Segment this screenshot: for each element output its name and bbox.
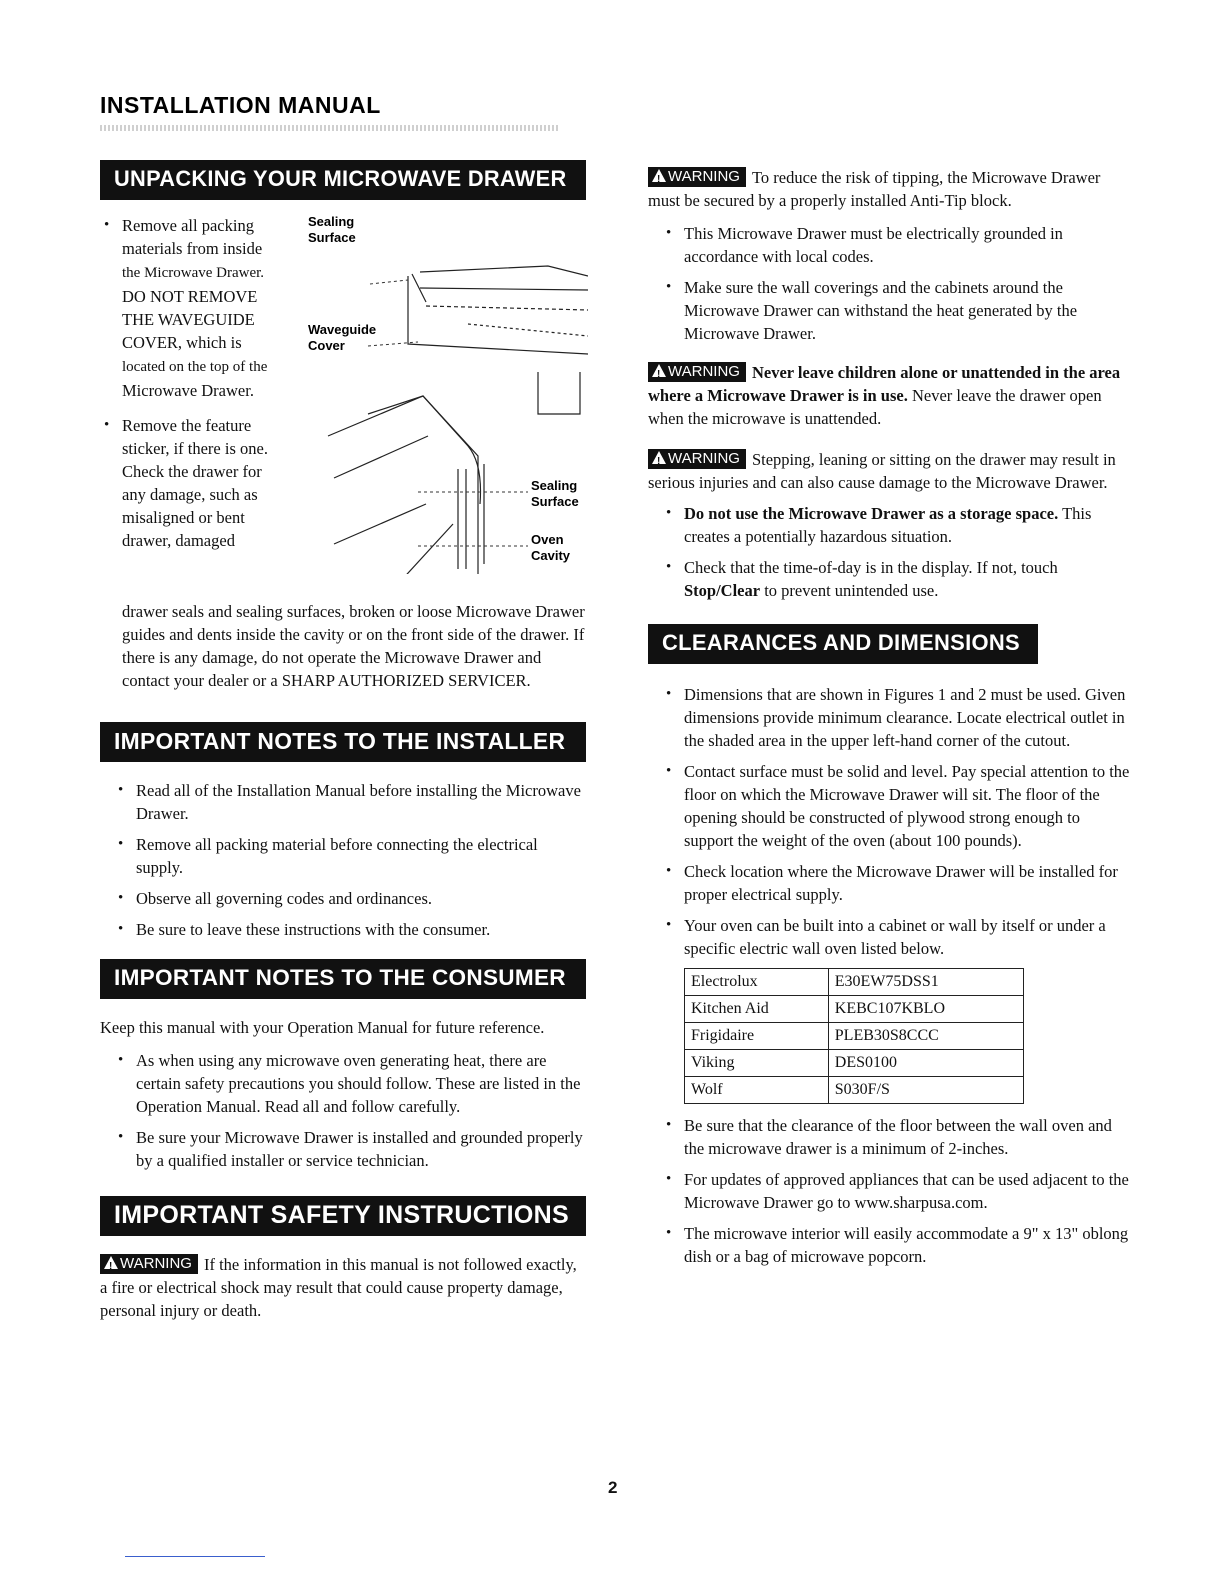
list-item: • Remove all packing material before connecting the electrical supply.: [100, 833, 586, 879]
table-row: [685, 1077, 1024, 1104]
list-item: • Be sure that the clearance of the floor between the wall oven and the microwave drawer is a minimum of 2-inches.: [648, 1114, 1132, 1160]
clearances-list: [648, 683, 1132, 960]
unpacking-heading: UNPACKING YOUR MICROWAVE DRAWER: [100, 160, 586, 200]
list-item: • Check location where the Microwave Drawer will be installed for proper electrical supply.: [648, 860, 1132, 906]
left-column: [100, 160, 586, 1322]
consumer-intro: Keep this manual with your Operation Manual for future reference.: [100, 1018, 545, 1037]
warning-badge-label: WARNING: [668, 450, 740, 467]
right-column: [648, 166, 1132, 1276]
warning-children-bold: Never leave children alone or unattended in the area where a Microwave Drawer is in use.: [648, 363, 1121, 405]
storage-warning-text: This creates a potentially hazardous situation.: [684, 504, 1092, 546]
warning-stepping: [648, 448, 1132, 494]
warning-badge-label: WARNING: [668, 168, 740, 185]
page-header: [100, 92, 620, 131]
model-cell: KEBC107KBLO: [828, 996, 1023, 1023]
model-cell: DES0100: [828, 1050, 1023, 1077]
unpacking-list: [100, 214, 300, 552]
model-cell: S030F/S: [828, 1077, 1023, 1104]
list-item: • This Microwave Drawer must be electrically grounded in accordance with local codes.: [648, 222, 1132, 268]
unpack-line: COVER, which is: [122, 333, 242, 352]
list-item: • Be sure your Microwave Drawer is installed and grounded properly by a qualified installer or service technician.: [100, 1126, 586, 1172]
unpack-line: sticker, if there is one.: [122, 439, 268, 458]
unpack-line: any damage, such as: [122, 485, 258, 504]
warning-children-text: Never leave the drawer open when the microwave is unattended.: [648, 386, 1102, 428]
consumer-heading: IMPORTANT NOTES TO THE CONSUMER: [100, 959, 586, 999]
list-item: [100, 414, 300, 552]
table-row: [685, 1050, 1024, 1077]
list-item: [648, 502, 1132, 548]
table-row: [685, 969, 1024, 996]
manual-title: INSTALLATION MANUAL: [100, 92, 381, 118]
list-item: • The microwave interior will easily accommodate a 9" x 13" oblong dish or a bag of microwave popcorn.: [648, 1222, 1132, 1268]
leader-line: [370, 280, 408, 284]
warning3-list: [648, 502, 1132, 602]
list-item: • Dimensions that are shown in Figures 1 and 2 must be used. Given dimensions provide minimum clearance. Locate electrical outlet in the shaded area in the upper left-hand corner of the cutout.: [648, 683, 1132, 752]
warning-badge: [648, 362, 746, 382]
diagram-label: Cover: [308, 338, 345, 353]
list-item: • Contact surface must be solid and level. Pay special attention to the floor on which the Microwave Drawer will sit. The floor of the opening should be constructed of plywood strong enough to support the weight of the oven (about 100 pounds).: [648, 760, 1132, 852]
list-item: [648, 556, 1132, 602]
unpack-line: DO NOT REMOVE: [122, 287, 258, 306]
installer-list: [100, 779, 586, 941]
unpack-line: materials from inside: [122, 239, 263, 258]
waveguide-line: [426, 306, 588, 310]
warning-badge: [648, 449, 746, 469]
list-item: • Be sure to leave these instructions with the consumer.: [100, 918, 586, 941]
clearances-heading: CLEARANCES AND DIMENSIONS: [648, 624, 1038, 664]
consumer-list: [100, 1049, 586, 1172]
warning-triangle-icon: [652, 364, 666, 377]
diagram-label: Oven: [531, 532, 564, 547]
warning-badge-label: WARNING: [668, 363, 740, 380]
footer-line: [125, 1556, 265, 1557]
page-number: 2: [608, 1478, 618, 1497]
diagram-label: Sealing: [308, 214, 355, 229]
diagram-label: Waveguide: [308, 322, 377, 337]
warning-triangle-icon: [652, 451, 666, 464]
drawer-bottom-line: [398, 524, 453, 574]
diagram-label: Cavity: [531, 548, 571, 563]
unpacking-section: [100, 214, 586, 600]
list-item: • Your oven can be built into a cabinet or wall by itself or under a specific electric wall oven listed below.: [648, 914, 1132, 960]
drawer-front-foot: [538, 372, 580, 414]
warning-triangle-icon: [104, 1256, 118, 1269]
storage-warning-bold: Do not use the Microwave Drawer as a storage space.: [684, 504, 1059, 523]
list-item: • Make sure the wall coverings and the cabinets around the Microwave Drawer can withstand the heat generated by the Microwave Drawer.: [648, 276, 1132, 345]
brand-cell: Wolf: [685, 1077, 829, 1104]
list-item: [100, 214, 300, 402]
list-item: • Observe all governing codes and ordinances.: [100, 887, 586, 910]
list-item: • Read all of the Installation Manual before installing the Microwave Drawer.: [100, 779, 586, 825]
diagram-label: Surface: [308, 230, 356, 245]
unpack-line: misaligned or bent: [122, 508, 245, 527]
model-cell: E30EW75DSS1: [828, 969, 1023, 996]
unpack-line: the Microwave Drawer.: [122, 265, 265, 281]
warning-badge: [100, 1254, 198, 1274]
brand-cell: Frigidaire: [685, 1023, 829, 1050]
unpack-line: Microwave Drawer.: [122, 381, 254, 400]
drawer-top-edge: [420, 266, 588, 276]
unpack-line: Remove the feature: [122, 416, 252, 435]
cavity-top-line: [468, 324, 588, 336]
list-item: • As when using any microwave oven generating heat, there are certain safety precautions you should follow. These are listed in the Operation Manual. Read all and follow carefully.: [100, 1049, 586, 1118]
microwave-drawer-diagram: [308, 214, 588, 574]
drawer-top-line: [420, 288, 588, 290]
compatible-ovens-table: [684, 968, 1024, 1104]
safety-warning-text: If the information in this manual is not followed exactly, a fire or electrical shock may result that could cause property damage, personal injury or death.: [100, 1255, 577, 1320]
safety-heading: IMPORTANT SAFETY INSTRUCTIONS: [100, 1196, 586, 1236]
warning1-list: [648, 222, 1132, 345]
display-check-text-end: to prevent unintended use.: [764, 581, 939, 600]
installer-heading: IMPORTANT NOTES TO THE INSTALLER: [100, 722, 586, 762]
warning-triangle-icon: [652, 169, 666, 182]
table-row: [685, 1023, 1024, 1050]
unpack-line: Remove all packing: [122, 216, 254, 235]
table-row: [685, 996, 1024, 1023]
diagram-label: Sealing: [531, 478, 578, 493]
drawer-side-lines: [334, 436, 428, 544]
unpack-line: located on the top of the: [122, 359, 268, 375]
unpack-line: drawer, damaged: [122, 531, 235, 550]
stop-clear-label: Stop/Clear: [684, 581, 761, 600]
brand-cell: Kitchen Aid: [685, 996, 829, 1023]
warning-badge: [648, 167, 746, 187]
diagram-label: Surface: [531, 494, 579, 509]
list-item: • For updates of approved appliances that can be used adjacent to the Microwave Drawer go to www.sharpusa.com.: [648, 1168, 1132, 1214]
warning-children: [648, 361, 1132, 430]
clearances-list-after: [648, 1114, 1132, 1268]
display-check-text: Check that the time-of-day is in the display. If not, touch: [684, 558, 1058, 577]
header-rule: [100, 125, 560, 131]
warning-badge-label: WARNING: [120, 1255, 192, 1272]
warning-stepping-text: Stepping, leaning or sitting on the drawer may result in serious injuries and can also cause damage to the Microwave Drawer.: [648, 450, 1116, 492]
unpack-line: THE WAVEGUIDE: [122, 310, 255, 329]
brand-cell: Electrolux: [685, 969, 829, 996]
safety-warning: [100, 1253, 586, 1322]
brand-cell: Viking: [685, 1050, 829, 1077]
unpacking-continuation: drawer seals and sealing surfaces, broken or loose Microwave Drawer guides and dents inside the cavity or on the front side of the drawer. If there is any damage, do not operate the Microwave Drawer and contact your dealer or a SHARP AUTHORIZED SERVICER.: [122, 602, 585, 690]
warning-tipping-text: To reduce the risk of tipping, the Microwave Drawer must be secured by a properly installed Anti-Tip block.: [648, 168, 1101, 210]
drawer-front-outline: [328, 396, 478, 574]
warning-tipping: [648, 166, 1132, 212]
model-cell: PLEB30S8CCC: [828, 1023, 1023, 1050]
unpack-line: Check the drawer for: [122, 462, 262, 481]
